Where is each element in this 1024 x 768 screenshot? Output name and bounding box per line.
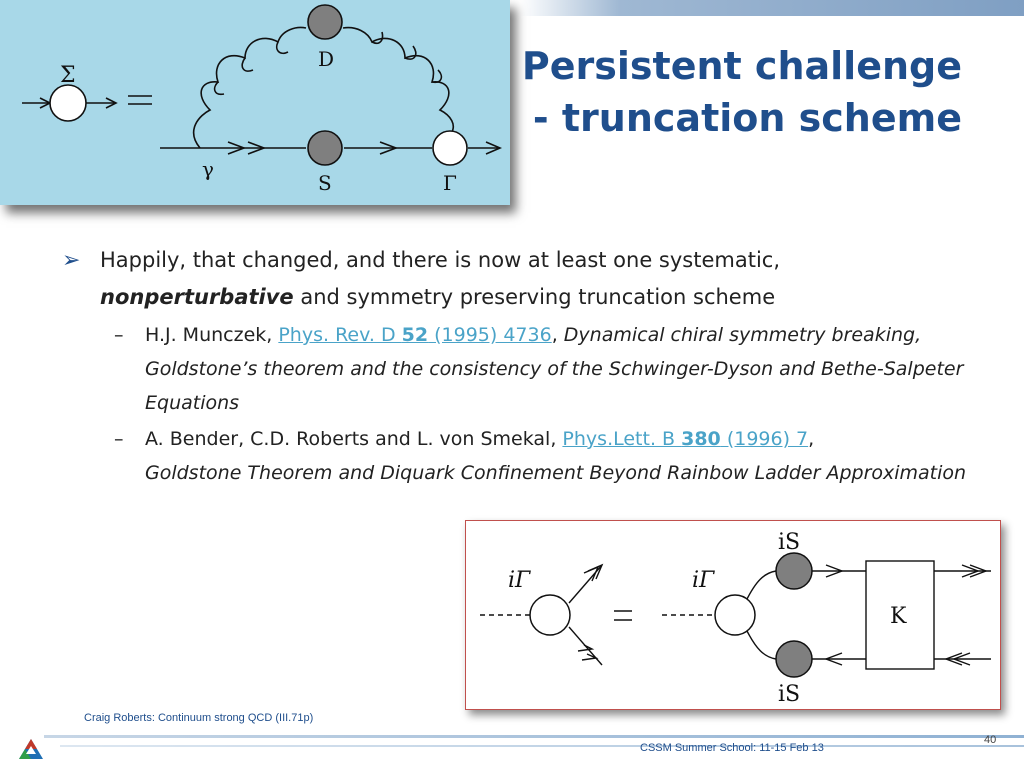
- page-number: 40: [984, 734, 997, 746]
- is-top-label: iS: [778, 530, 801, 555]
- ref-authors: H.J. Munczek,: [145, 324, 279, 346]
- is-bottom-label: iS: [778, 682, 801, 707]
- ref-link[interactable]: Phys. Rev. D 52 (1995) 4736: [278, 324, 552, 346]
- reference-item: [62, 318, 982, 420]
- footer-divider-secondary: [60, 745, 1024, 747]
- dash-bullet: –: [114, 324, 124, 346]
- slide-title: [502, 40, 962, 144]
- dash-bullet: –: [114, 428, 124, 450]
- footer-divider: [44, 735, 1024, 738]
- main-bullet-text-2: and symmetry preserving truncation scheme: [293, 285, 776, 309]
- arrow-bullet-icon: ➢: [62, 248, 81, 273]
- self-energy-svg: [0, 0, 510, 205]
- argonne-logo-icon: [18, 738, 44, 760]
- main-bullet-text: Happily, that changed, and there is now at least one systematic,: [100, 248, 781, 272]
- bethe-salpeter-svg: [466, 521, 1000, 709]
- self-energy-diagram: [0, 0, 510, 205]
- title-line-2: - truncation scheme: [532, 96, 962, 140]
- main-bullet: [62, 242, 982, 316]
- header-band: [620, 0, 1024, 16]
- slide-content: [62, 242, 982, 490]
- s-label: S: [318, 171, 332, 195]
- reference-item: [62, 422, 982, 490]
- kernel-label: K: [890, 604, 907, 629]
- ref-authors: A. Bender, C.D. Roberts and L. von Smekal,: [145, 428, 563, 450]
- igamma-left-label: iΓ: [508, 568, 531, 593]
- ref-link[interactable]: Phys.Lett. B 380 (1996) 7: [562, 428, 809, 450]
- ref-separator: ,: [551, 324, 564, 346]
- ref-separator: ,: [808, 428, 815, 450]
- sigma-label: Σ: [60, 63, 76, 88]
- header-band-fade: [520, 0, 620, 16]
- footer-author: Craig Roberts: Continuum strong QCD (III.71p): [84, 712, 314, 724]
- ref-title: Dynamical chiral symmetry breaking, Goldstone’s theorem and the consistency of the Schwinger-Dyson and Bethe-Salpeter Equations: [145, 324, 964, 414]
- footer-event: CSSM Summer School: 11-15 Feb 13: [640, 742, 824, 754]
- bethe-salpeter-diagram: [465, 520, 1001, 710]
- main-bullet-emphasis: nonperturbative: [100, 285, 294, 309]
- vertex-gamma-label: Γ: [443, 171, 457, 195]
- igamma-right-label: iΓ: [692, 568, 715, 593]
- d-label: D: [318, 47, 335, 71]
- title-line-1: Persistent challenge: [521, 44, 962, 88]
- ref-title: Goldstone Theorem and Diquark Confinement Beyond Rainbow Ladder Approximation: [145, 462, 967, 484]
- gamma-label: γ: [202, 157, 214, 181]
